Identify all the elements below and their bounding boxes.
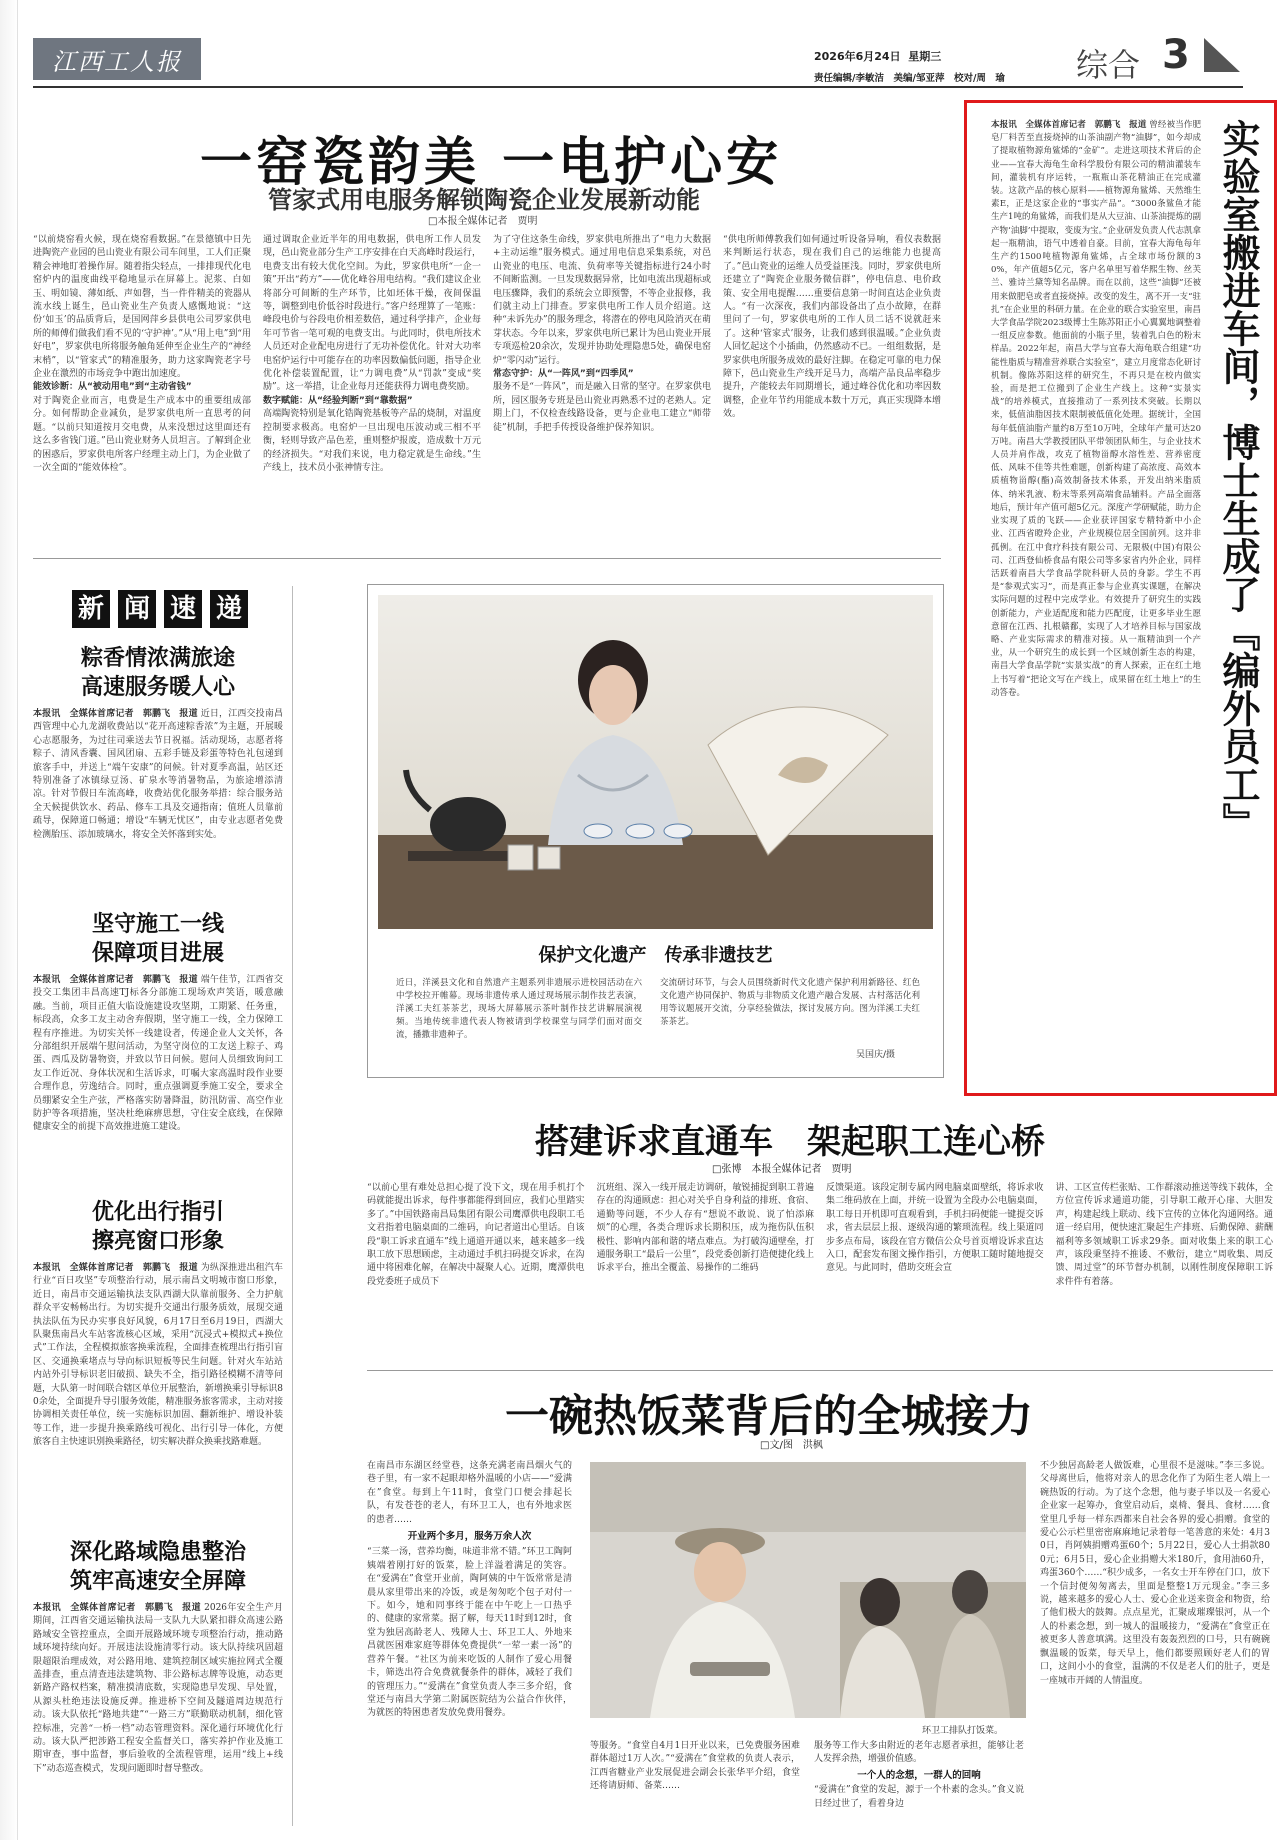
sidebar-title: 实验室搬进车间，博士生成了『编外员工』 <box>1216 119 1260 841</box>
masthead-logo <box>33 38 201 80</box>
art1-byline: □本报全媒体记者 贾明 <box>428 216 538 227</box>
news-flash-char: 闻 <box>118 590 156 628</box>
masthead-rule <box>33 86 1243 88</box>
art1-title: 一窑瓷韵美 一电护心安 <box>200 133 783 193</box>
news-item-body: 本报讯 全媒体首席记者 郭鹏飞 报道 2026年安全生产月期间，江西省交通运输执法局一支队九大队紧扣群众高速公路路域安全管控重点，全面开展路域环境专项整治行动，推动路域环境持续向好。开展违法设施清零行动。该大队持续巩固超限超限治理成效，对公路用地、建筑控制区域实施拉网式全覆盖排查，重点清查违法建筑物、非公路标志牌等设施，动态更新路产路权档案，精准摸清底数，实现隐患早发现、早处置，从源头杜绝违法设施反弹。推进桥下空间及隧道周边规范行动。该大队依托“路地共建”“一路三方”联勤联动机制，细化管控标准，完善“一桥一档”动态管理资料。深化通行环境优化行动。该大队严把涉路工程安全监督关口，落实养护作业及施工期审查，事中监督，事后验收的全流程管理，运用“线上+线下”动态巡查模式，发现问题即时督导整改。 <box>33 1603 283 1774</box>
news-item <box>33 1538 283 1840</box>
photo1-text-left: 近日，洋溪县文化和自然遗产主题系列非遗展示进校园活动在六中学校拉开帷幕。现场非遗传承人通过现场展示制作技艺表演，洋溪工夫红茶茶艺，现场大屏幕展示茶叶制作技艺讲解展演视频。当地传统非遗代表人物被请到学校课堂与同学们面对面交流，播撒非遗种子。 <box>396 978 642 1040</box>
photo1-caption: 保护文化遗产 传承非遗技艺 <box>538 945 773 966</box>
page-corner-triangle-icon <box>1204 38 1240 72</box>
photo1-text-right: 交流研讨环节，与会人员围绕新时代文化遗产保护利用新路径、红色文化遗产协同保护、物质与非物质文化遗产融合发展、古村落活化利用等议题展开交流，分享经验做法，探讨发展方向。图为洋溪工夫红茶茶艺。 <box>660 978 920 1027</box>
photo1-credit: 吴国庆/摄 <box>856 1050 896 1060</box>
news-item <box>33 644 283 904</box>
art1-column: 为了守住这条生命线，罗家供电所推出了“电力大数据+主动运维”服务模式。通过用电信息采集系统，对邑山瓷业的电压、电流、负荷率等关键指标进行24小时不间断监测。一旦发现数据异常，比如电流出现超标或电压骤降，我们的系统会立即预警，不等企业报修，我们就主动上门排查。罗家供电所工作人员介绍道。这种“未诉先办”的服务理念，将潜在的停电风险消灭在萌芽状态。今年以来，罗家供电所已累计为邑山瓷业开展专项巡检20余次，发现并协助处理隐患5处，确保电窑炉“零闪动”运行。 常态守护：从“一阵风”到“四季风” 服务不是“一阵风”，而是融入日常的坚守。在罗家供电所，园区服务专班是邑山瓷业再熟悉不过的老熟人。定期上门，不仅检查线路设备，更与企业电工建立“师带徒”机制，手把手传授设备维护保养知识。 <box>493 235 711 433</box>
canteen-queue-photo-icon <box>590 1462 1026 1718</box>
news-flash-char: 新 <box>72 590 110 628</box>
news-item-body: 本报讯 全媒体首席记者 郭鹏飞 报道 端午佳节，江西省交投交工集团丰昌高速TJ标各分部施工现场欢声笑语，暖意融融。当前，项目正值大临设施建设攻坚期，工期紧、任务重，标段高，众多工友主动舍弃假期，坚守施工一线，全力保障工程有序推进。为切实关怀一线建设者，传递企业人文关怀，各分部组织开展端午慰问活动，为坚守岗位的工友送上粽子、鸡蛋、西瓜及防暑物资，并致以节日问候。慰问人员细致询问工友工作近况、身体状况和生活诉求，叮嘱大家高温时段作业要合理作息，劳逸结合。同时，重点强调夏季施工安全，要求全员绷紧安全生产弦，严格落实防暑降温，防汛防雷、高空作业防护等各项措施，坚决杜绝麻痹思想，守住安全底线，在保障健康安全的前提下高效推进施工建设。 <box>33 975 283 1133</box>
news-item-title: 坚守施工一线 保障项目进展 <box>91 912 224 966</box>
art3-col3: 服务等工作大多由附近的老年志愿者承担，能够让老人发挥余热，增强价值感。 一个人的念想，一群人的回响 “爱满在”食堂的发起，源于一个朴素的念头。”食义说日经过世了，看着身边 <box>814 1741 1024 1809</box>
column-divider <box>292 586 293 1826</box>
news-item-title: 粽香情浓满旅途 高速服务暖人心 <box>80 646 235 700</box>
section-name: 综合 <box>1076 46 1141 84</box>
news-item-body: 本报讯 全媒体首席记者 郭鹏飞 报道 为纵深推进出租汽车行业“百日攻坚”专项整治行动，展示南昌文明城市窗口形象，近日，南昌市交通运输执法支队西湖大队靠前服务、全力护航群众平安畅畅出行。为切实提升交通出行服务质效，展现交通执法队伍为民办实事良好风貌，6月17日至6月19日，西湖大队聚焦南昌火车站客流核心区域，采用“沉浸式+模拟式+换位式”工作法，全程模拟旅客换乘流程，全面排查梳理出行指引盲区、交通换乘堵点与导向标识短板等民生问题。针对火车站站内站外引导标识老旧破损、缺失不全，指引路径模糊不清等问题，大队第一时间联合辖区单位开展整治，新增换乘引导标识80余处，全面提升导引服务效能，精准服务旅客需求，主动对接协调相关责任单位，统一实施标识加固、翻新维护、增设补装等工作，进一步提升换乘路线可视化、出行引导一体化，方便旅客自主快速识别换乘路径，切实解决群众换乘找路难题。 <box>33 1263 283 1448</box>
art2-column: 反馈渠道。该段定制专属内网电脑桌面壁纸，将诉求收集二维码放在上面，并统一设置为全段办公电脑桌面，职工每日开机即可直观看到，手机扫码便能一键提交诉求，省去层层上报、逐级沟通的繁琐流程。线上渠道同步多点布局，该段在官方微信公众号首页增设诉求直达入口，配套发布图文操作指引，方便职工随时随地提交意见。与此同时，借助交班会宣 <box>826 1183 1044 1274</box>
masthead-logo-text: 江西工人报 <box>52 47 182 76</box>
sidebar-body: 本报讯 全媒体首席记者 郭鹏飞 报道 曾经被当作肥皂厂料苦至直接烧掉的山茶油副产物“油脚”，如今却成了提取植物源角鲨烯的“金矿”。走进这项技术背后的企业——宜春大海龟生命科学股份有限公司的精油灌装车间，灌装机有序运转，一瓶瓶山茶花精油正在完成灌装。这款产品的核心原料——植物源角鲨烯、天然维生素E，正是这家企业的“事实产品”。“3000条鲨鱼才能生产1吨的角鲨烯，而我们是从大豆油、山茶油提炼的副产物‘油脚’中提取，变废为宝。”企业研发负责人代志凯拿起一瓶精油，语气中透着自豪。目前，宜春大海龟每年生产约1500吨植物源角鲨烯，占全球市场份额的30%，年产值超5亿元，客户名单里写着华熙生物、丝芙兰、雅诗兰黛等知名品牌。而在以前，这些“油脚”还被用来做肥皂或者直接烧掉。改变的发生，离不开一支“驻扎”在企业里的科研力量。在企业的联合实验室里，南昌大学食品学院2023级博士生陈苏阳正小心翼翼地调整着一组反应参数。他面前的小瓶子里，装着乳白色的粉末样品。2022年起，南昌大学与宜春大海龟联合组建“功能性脂质与精准营养联合实验室”，建立月度常态化研讨机制。像陈苏阳这样的研究生，不再只是在校内做实验，而是把工位搬到了企业生产线上。这种“实景实战”的培养模式，直接推动了一系列技术突破。长期以来，低值油脂因技术限制被低值化处理。据统计，全国每年低值油脂产量约8万至10万吨，全球年产量可达20万吨。南昌大学教授团队平带领团队师生，与企业技术人员并肩作战，攻克了植物甾醇水溶性差、营养密度低、风味不佳等共性难题，创新构建了高浓度、高效本质植物甾醇(酯)高效制备技术体系，开发出纳米脂质体、纳米乳液、粉末等系列高端食品辅料。产品全面落地后，预计年产值可超5亿元。深度产学研赋能，助力企业实现了质的飞跃——企业获评国家专精特新中小企业、江西省瞪羚企业，产业规模位居全国前列。这并非孤例。在江中食疗科技有限公司、无限极(中国)有限公司、江西登仙桥食品有限公司等多家省内外企业，同样活跃着南昌大学食品学院科研人员的身影。学生不再是“参观式实习”，而是真正参与企业真实课题，在解决实际问题的过程中完成学业。有效提升了研究生的实践创新能力，产业适配度和能力匹配度，让更多毕业生愿意留在江西、扎根赣鄱，实现了人才培养目标与国家战略、产业实际需求的精准对接。从一瓶精油到一个产业，从一个研究生的成长到一个区域创新生态的构建，南昌大学食品学院“实景实战”的育人探索，正在红土地上书写着“把论文写在产线上，成果留在红土地上”的生动答卷。 <box>991 120 1201 698</box>
art3-photo <box>590 1462 1026 1718</box>
masthead-date: 2026年6月24日 星期三 <box>814 50 942 63</box>
art1-column: “供电所师傅教我们如何通过听设备异响，看仪表数据来判断运行状态，现在我们自己的运维能力也提高了。”邑山瓷业的运维人员受益匪浅。同时，罗家供电所还建立了“陶瓷企业服务微信群”，停电信息、电价政策、安全用电提醒……重要信息第一时间直达企业负责人。“有一次深夜，我们内部设备出了点小故障，在群里问了一句，罗家供电所的工作人员二话不说就赶来了。这种‘管家式’服务，让我们感到很温暖。”企业负责人回忆起这个小插曲，仍然感动不已。一组组数据，是罗家供电所服务成效的最好注脚。在稳定可靠的电力保障下，邑山瓷业生产线开足马力，高端产品良品率稳步提升，产能较去年同期增长，通过峰谷优化和功率因数调整，企业年节约用能成本数十万元，真正实现降本增效。 <box>723 235 941 420</box>
news-item-body: 本报讯 全媒体首席记者 郭鹏飞 报道 近日，江西交投南昌西管理中心九龙湖收费站以“花开高速粽香浓”为主题，开展暖心志愿服务，为过往司乘送去节日祝福。活动现场，志愿者将粽子、清风香囊、国风团扇、五彩手链及彩蛋等特色礼包递到旅客手中，并送上“端午安康”的问候。针对夏季高温，站区还特别准备了冰镇绿豆汤、矿泉水等消暑物品，为旅途增添清凉。针对节假日车流高峰，收费站优化服务举措：综合服务站全天候提供饮水、药品、修车工具及交通指南；值班人员靠前疏导，保障道口畅通；增设“车辆无忧区”，由专业志愿者免费检测胎压、添加玻璃水，将安全关怀落到实处。 <box>33 709 283 840</box>
news-flash-char: 速 <box>164 590 202 628</box>
art3-photo-caption: 环卫工排队打饭菜。 <box>922 1726 1004 1736</box>
art3-col2: 等服务。“食堂自4月1日开业以来，已免费服务困难群体超过1万人次。”“爱满在”食堂救的负责人表示，江西省糖业产业发展促进会副会长张华平介绍，食堂还将请厨师、备菜…… <box>590 1741 800 1792</box>
art3-byline: □文/图 洪枫 <box>760 1440 823 1451</box>
fold-strip <box>0 0 18 1840</box>
art2-byline: □张博 本报全媒体记者 贾明 <box>712 1164 852 1175</box>
photo1-image <box>378 595 933 929</box>
art2-column: 讲、工区宣传栏张贴、工作群滚动推送等线下载体，全方位宣传诉求通道功能，引导职工敞开心扉、大胆发声，构建起线上联动、线下宣传的立体化沟通网络。通道一经启用，便快速汇聚起生产排班、后勤保障、薪酬福利等多领域职工诉求29条。面对收集上来的职工心声，该段秉坚持不推诿、不敷衍，建立“周收集、周反馈、周过堂”的环节督办机制，以刚性制度保障职工诉求件件有着落。 <box>1055 1183 1273 1287</box>
news-flash-label <box>72 590 248 628</box>
art3-col1: 在南昌市东湖区经堂巷，这条充满老南昌烟火气的巷子里，有一家不起眼却格外温暖的小店——“爱满在”食堂。每到上午11时，食堂门口便会排起长队，有发苍苍的老人，有环卫工人，也有外地求医的患者…… 开业两个多月，服务万余人次 “三菜一汤，营养均衡，味道非常不错。”环卫工陶阿姨端着刚打好的饭菜，脸上洋溢着满足的笑容。在“爱满在”食堂开业前，陶阿姨的中午饭常常是清晨从家里带出来的冷饭，或是匆匆吃个包子对付一下。如今，她和同事终于能在中午吃上一口热乎的、健康的家常菜。据了解，每天11时到12时，食堂为独居高龄老人、残障人士、环卫工人、外地来昌就医困难家庭等群体免费提供“一荤一素一汤”的营养午餐。“社区为前来吃饭的人制作了爱心用餐卡，筛选出符合免费就餐条件的群体，减轻了我们的管理压力。”“爱满在”食堂负责人李三多介绍，食堂还与南昌大学第二附属医院结为公益合作伙伴，为就医的特困患者发放免费用餐券。 <box>367 1461 572 1719</box>
news-item-title: 深化路域隐患整治 筑牢高速安全屏障 <box>69 1540 246 1594</box>
art2-columns <box>367 1182 1273 1366</box>
art1-bottom-rule <box>33 558 941 559</box>
art2-bottom-rule <box>367 1370 1273 1371</box>
art1-subtitle: 管家式用电服务解锁陶瓷企业发展新动能 <box>268 186 700 214</box>
news-flash-char: 递 <box>210 590 248 628</box>
masthead-editors: 责任编辑/李敏洁 美编/邹亚萍 校对/周 瑜 <box>814 73 1005 84</box>
news-item <box>33 1198 283 1526</box>
art1-column: “以前烧窑看火候，现在烧窑看数据。”在景德镇中日先进陶瓷产业园的邑山瓷业有限公司车间里，工人们正聚精会神地盯着操作屏。随着指尖轻点，一排排现代化电窑炉内的温度曲线平稳地显示在屏幕上。泥浆、白如玉、明如镜、薄如纸、声如磬，当一件件精美的瓷器从流水线上诞生，邑山瓷业生产负责人感慨地说：“这份‘如玉’的品质背后，是国网萍乡县供电公司罗家供电所的师傅们做我们看不见的‘守护神’。”从“用上电”到“用好电”，罗家供电所将服务触角延伸至企业生产的“神经末梢”，以“管家式”的精准服务，助力这家陶瓷老字号企业在激烈的市场竞争中跑出加速度。 能效诊断：从“被动用电”到“主动省钱” 对于陶瓷企业而言，电费是生产成本中的重要组成部分。如何帮助企业减负，是罗家供电所一直思考的问题。“以前只知道按月交电费，从来没想过这里面还有这么多省钱门道。”邑山瓷业财务人员坦言。了解到企业的困惑后，罗家供电所客户经理主动上门，为企业做了一次全面的“能效体检”。 <box>33 235 251 473</box>
art3-title: 一碗热饭菜背后的全城接力 <box>505 1391 1033 1442</box>
page-number: 3 <box>1162 32 1190 78</box>
art1-columns <box>33 234 941 550</box>
news-item-title: 优化出行指引 擦亮窗口形象 <box>91 1200 224 1254</box>
art2-column: “以前心里有难处总担心提了没下文，现在用手机打个码就能提出诉求，每件事都能得到回应，我们心里踏实多了。”中国铁路南昌局集团有限公司鹰潭供电段职工毛文君指着电脑桌面的二维码，向记者道出心里话。自该段“职工诉求直通车”线上通道开通以来，越来越多一线职工放下思想顾虑，主动通过手机扫码提交诉求，在沟通中将困难化解，在解决中凝聚人心。近期，鹰潭供电段党委班子成员下 <box>367 1183 585 1287</box>
tea-ceremony-photo-icon <box>378 595 933 929</box>
sidebar-frame <box>964 100 1277 1096</box>
art3-col4: 不少独居高龄老人做饭难，心里很不是滋味。”李三多说。父母离世后，他将对亲人的思念化作了为陌生老人端上一碗热饭的行动。为了这个念想，他与妻子毕以及一名爱心企业家一起筹办，食堂启动后，桌椅、餐具、食材……食堂里几乎每一样东西都来自社会各界的爱心捐赠。食堂的爱心公示栏里密密麻麻地记录着每一笔善意的来处：4月30日，肖阿姨捐赠鸡蛋60个；5月22日，爱心人士捐款800元；6月5日，爱心企业捐赠大米180斤，食用油60升，鸡蛋360个……“积少成多，一名女士开车停在门口，放下一个信封便匆匆离去，里面是整整1万元现金。”李三多说，越来越多的爱心人士、爱心企业送来资金和物资，给了他们极大的鼓舞。点点星光，汇聚成璀璨银河，从一个人的朴素念想，到一城人的温暖接力，“爱满在”食堂正在被更多人善意填满。这里没有轰轰烈烈的口号，只有碗碗飘温暖的饭菜，每天早上，他们都要照顾好老人们的胃口，这间小小的食堂，温满的不仅是老人们的肚子，更是一座城市开阔的人情温度。 <box>1040 1461 1270 1686</box>
news-item <box>33 910 283 1238</box>
art1-column: 通过调取企业近半年的用电数据，供电所工作人员发现，邑山瓷业部分生产工序安排在白天高峰时段运行，电费支出有较大优化空间。为此，罗家供电所“一企一策”开出“药方”——优化峰谷用电结构。“我们建议企业将部分可间断的生产环节，比如坯体干燥，夜间保温等，调整到电价低谷时段进行。”客户经理算了一笔账：峰段电价与谷段电价相差数倍，通过科学排产，企业每年可节省一笔可观的电费支出。与此同时，供电所技术人员还对企业配电房进行了无功补偿优化。针对大功率电窑炉运行中可能存在的功率因数偏低问题，指导企业优化补偿装置配置，让“力调电费”从“罚款”变成“奖励”。这一举措，让企业每月还能获得力调电费奖励。 数字赋能：从“经验判断”到“靠数据” 高端陶瓷特别是氧化锆陶瓷基板等产品的烧制，对温度控制要求极高。电窑炉一旦出现电压波动或三相不平衡，轻则导致产品色差，重则整炉报废，造成数十万元的经济损失。“对我们来说，电力稳定就是生命线。”生产线上，技术员小张神情专注。 <box>263 235 481 473</box>
art2-title: 搭建诉求直通车 架起职工连心桥 <box>535 1122 1045 1162</box>
art2-column: 沉班组、深入一线开展走访调研，敏锐捕捉到职工普遍存在的沟通顾虑：担心对关乎自身利益的排班、食宿、通勤等问题，不少人存有“想说不敢说、说了怕添麻烦”的心理，各类合理诉求长期积压，成为拖伤队伍积极性、影响内部和谐的堵点难点。为打破沟通壁垒，打通服务职工“最后一公里”，段党委创新打造便捷化线上诉求平台，推出全覆盖、易操作的二维码 <box>596 1183 814 1274</box>
photo1-box <box>367 584 944 1078</box>
